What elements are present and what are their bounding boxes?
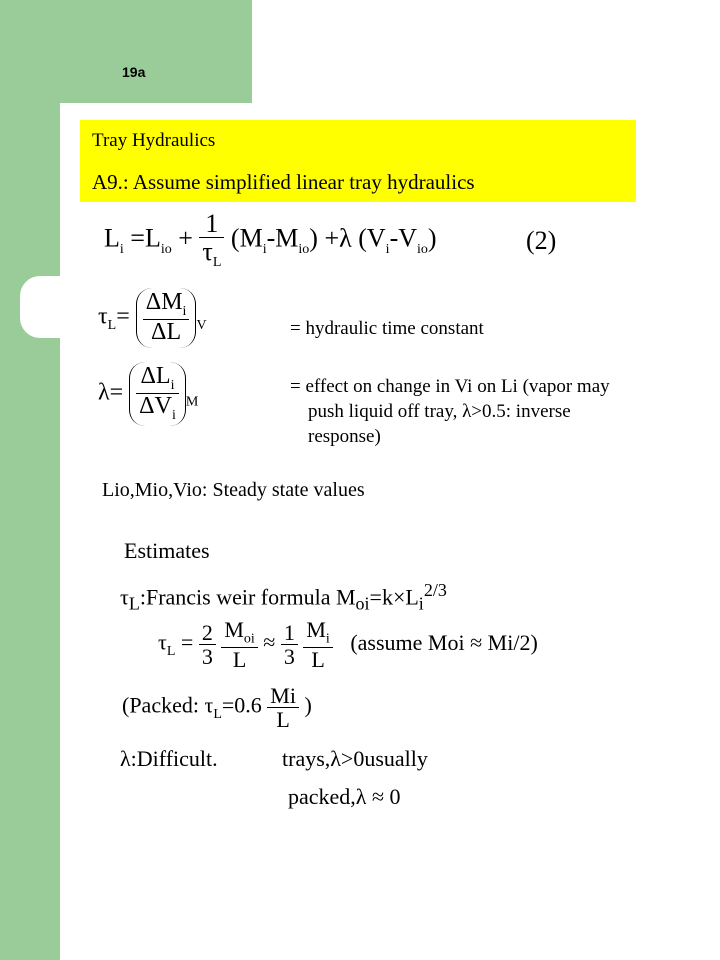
lambda-description: = effect on change in Vi on Li (vapor may push liquid off tray, λ>0.5: inverse response) [290,376,610,447]
lambda-trays: trays,λ>0usually [282,746,428,771]
green-notch [20,276,80,338]
tau-paren: $\frac{\Delta M_i}{\Delta L}$ [136,288,197,348]
lambda-packed: packed,λ ≈ 0 [288,784,401,809]
lambda-paren: $\frac{\Delta L_i}{\Delta V_i}$ [129,362,186,426]
equation-label: (2) [526,226,557,255]
tau-estimate-equation: $\tau_L$ = $\frac{2}{3}$ $\frac{M_{oi}}{L}$ ≈ $\frac{1}{3}$ $\frac{M_i}{L}$ (assume Moi ≈ Mi/2) [158,617,538,673]
steady-state-note: Lio,Mio,Vio: Steady state values [102,479,365,501]
lambda-difficult: λ:Difficult. [120,746,218,771]
slide-number: 19a [122,64,146,80]
estimates-heading: Estimates [124,538,210,563]
francis-weir-line: $\tau_L:Francis$ weir formula $M_{oi}=k\times L_i^{2/3}$ [120,580,447,614]
title-line-2: A9.: Assume simplified linear tray hydraulics [92,170,475,194]
packed-estimate: (Packed: $\tau_L=0.6$ $\frac{Mi}{L}$ ) [122,683,312,733]
green-left-strip [0,0,60,960]
fraction-1-over-tau: $\frac{1}{\tau_L}$ [199,210,224,271]
green-top-block [60,0,252,103]
tau-definition: $\tau_L=$ $\frac{\Delta M_i}{\Delta L}$ $_V$ [98,288,207,348]
tau-description: = hydraulic time constant [290,318,484,339]
lambda-definition: λ= $\frac{\Delta L_i}{\Delta V_i}$ $_M$ [98,362,198,426]
equation-main: $L_i =L_{io}$ + $\frac{1}{\tau_L}$ $(M_i-M_{io}) +\lambda$ $(V_i-V_{io})$ [104,209,437,271]
title-box [80,120,636,202]
title-line-1: Tray Hydraulics [92,130,216,151]
